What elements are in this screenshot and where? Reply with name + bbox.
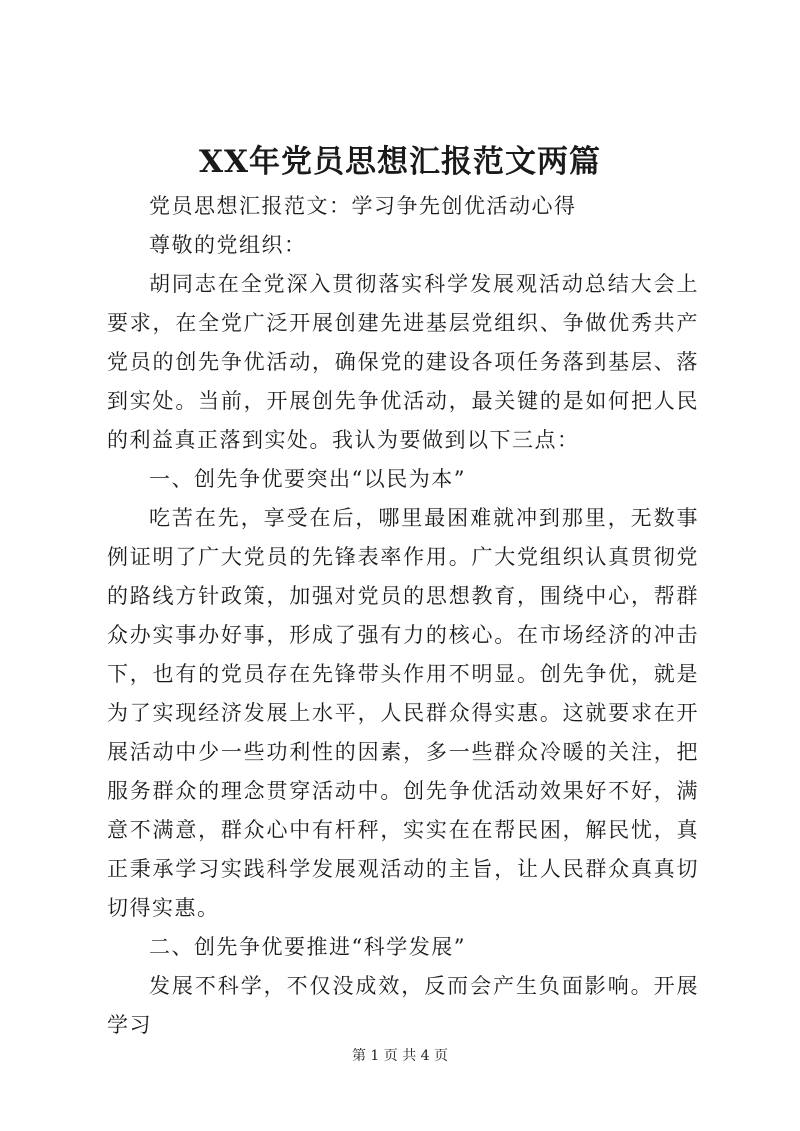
salutation-paragraph: 尊敬的党组织： bbox=[149, 233, 307, 257]
section-heading: 一、创先争优要突出“以民为本” bbox=[149, 467, 466, 491]
body-paragraph: 吃苦在先，享受在后，哪里最困难就冲到那里，无数事例证明了广大党员的先锋表率作用。广大党组织认真贯彻党的路线方针政策，加强对党员的思想教育，围绕中心，帮群众办实事办好事，形成了强有力的核心。在市场经济的冲击下，也有的党员存在先锋带头作用不明显。创先争优，就是为了实现经济发展上水平，人民群众得实惠。这就要求在开展活动中少一些功利性的因素，多一些群众冷暖的关注，把服务群众的理念贯穿活动中。创先争优活动效果好不好，满意不满意，群众心中有杆秤，实实在在帮民困，解民忧，真正秉承学习实践科学发展观活动的主旨，让人民群众真真切切得实惠。 bbox=[107, 506, 699, 920]
page-footer: 第 1 页 共 4 页 bbox=[351, 1048, 449, 1064]
section-heading: 二、创先争优要推进“科学发展” bbox=[149, 935, 466, 959]
document-body bbox=[107, 187, 699, 1045]
document-title: XX年党员思想汇报范文两篇 bbox=[198, 144, 602, 180]
subtitle-paragraph: 党员思想汇报范文：学习争先创优活动心得 bbox=[149, 194, 577, 218]
body-paragraph: 胡同志在全党深入贯彻落实科学发展观活动总结大会上要求，在全党广泛开展创建先进基层党组织、争做优秀共产党员的创先争优活动，确保党的建设各项任务落到基层、落到实处。当前，开展创先争优活动，最关键的是如何把人民的利益真正落到实处。我认为要做到以下三点： bbox=[107, 272, 699, 452]
body-paragraph: 发展不科学，不仅没成效，反而会产生负面影响。开展学习 bbox=[107, 974, 699, 1037]
